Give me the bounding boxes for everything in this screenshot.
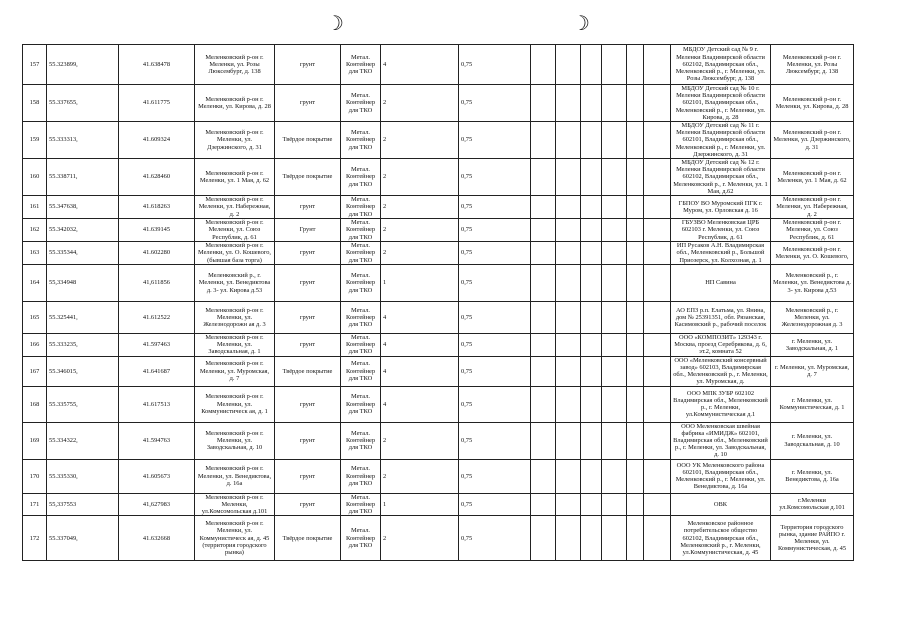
table-row (23, 159, 854, 196)
empty-cell (531, 302, 556, 334)
container-volume-cell: 0,75 (459, 459, 531, 493)
container-type-cell: Метал. Контейнер для ТКО (341, 356, 381, 386)
table-row (23, 302, 854, 334)
owner-cell: МБДОУ Детский сад № 11 г. Меленки Владимирской области 602101, Владимирская обл., Меленковский р., г. Меленки, ул. Дзержинского, д. 31 (671, 122, 771, 159)
empty-cell (644, 334, 671, 357)
empty-cell (556, 122, 581, 159)
container-type-cell: Метал. Контейнер для ТКО (341, 242, 381, 265)
longitude-cell: 41.602280 (119, 242, 195, 265)
container-type-cell: Метал. Контейнер для ТКО (341, 122, 381, 159)
container-count-cell: 4 (381, 386, 459, 422)
empty-cell (556, 219, 581, 242)
address-cell: Меленковский р-он г. Меленки, ул. Заводскальная, д. 1 (195, 334, 275, 357)
owner-cell: ООО УК Меленковского района 602101, Владимирская обл., Меленковский р., г. Меленки, ул. Венедиктова, д. 16а (671, 459, 771, 493)
empty-cell (581, 422, 602, 459)
table-row (23, 422, 854, 459)
container-type-cell: Метал. Контейнер для ТКО (341, 265, 381, 302)
empty-cell (627, 159, 644, 196)
waste-source-cell: Меленковский р-он г. Меленки, ул. Дзержинского, д. 31 (771, 122, 854, 159)
empty-cell (556, 196, 581, 219)
empty-cell (644, 493, 671, 516)
longitude-cell: 41.632668 (119, 516, 195, 561)
row-number: 160 (23, 159, 47, 196)
empty-cell (644, 302, 671, 334)
empty-cell (531, 265, 556, 302)
surface-cell: грунт (275, 45, 341, 85)
scan-mark-left: ☽ (326, 13, 344, 35)
container-type-cell: Метал. Контейнер для ТКО (341, 493, 381, 516)
waste-source-cell: Территория городского рынка, здание РАЙПО г. Меленки, ул. Коммунистическая, д. 45 (771, 516, 854, 561)
waste-source-cell: г. Меленки, ул. Венедиктова, д. 16а (771, 459, 854, 493)
longitude-cell: 41.594763 (119, 422, 195, 459)
container-count-cell: 4 (381, 334, 459, 357)
latitude-cell: 55.335330, (47, 459, 119, 493)
surface-cell: Твёрдое покрытие (275, 516, 341, 561)
latitude-cell: 55,337553 (47, 493, 119, 516)
container-type-cell: Метал. Контейнер для ТКО (341, 219, 381, 242)
waste-source-cell: г. Меленки, ул. Заводскальная, д. 10 (771, 422, 854, 459)
latitude-cell: 55.342032, (47, 219, 119, 242)
empty-cell (581, 242, 602, 265)
container-type-cell: Метал. Контейнер для ТКО (341, 302, 381, 334)
empty-cell (644, 85, 671, 122)
surface-cell: грунт (275, 459, 341, 493)
owner-cell: ООО «Меленковский консервный завод» 602103, Владимирская обл., Меленковский р., г. Меленки, ул. Муромская, д. (671, 356, 771, 386)
empty-cell (581, 196, 602, 219)
latitude-cell: 55.347638, (47, 196, 119, 219)
table-row (23, 493, 854, 516)
container-volume-cell: 0,75 (459, 122, 531, 159)
waste-source-cell: Меленковский р-он г. Меленки, ул. Розы Люксембург, д. 138 (771, 45, 854, 85)
empty-cell (627, 242, 644, 265)
surface-cell: грунт (275, 422, 341, 459)
address-cell: Меленковский р-он г. Меленки, ул.Комсомольская д.101 (195, 493, 275, 516)
empty-cell (531, 122, 556, 159)
empty-cell (602, 196, 627, 219)
owner-cell: АО ЕПЗ р.п. Елатьма, ул. Янина, дом № 25391351, обл. Рязанская, Касимовский р., рабочий поселок (671, 302, 771, 334)
row-number: 161 (23, 196, 47, 219)
owner-cell: ГБПОУ ВО Муромский ПГК г. Муром, ул. Орловская д. 16 (671, 196, 771, 219)
owner-cell: ООО Меленковская швейная фабрика «ИМИДЖ» 602101, Владимирская обл., Меленковский р., г. Меленки, ул. Заводскальная, д. 10 (671, 422, 771, 459)
table-row (23, 386, 854, 422)
owner-cell: ООО МПК ЗУБР 602102 Владимирская обл., Меленковский р., г. Меленки, ул.Коммунистическая д.1 (671, 386, 771, 422)
waste-source-cell: г. Меленки, ул. Муромская, д. 7 (771, 356, 854, 386)
container-type-cell: Метал. Контейнер для ТКО (341, 159, 381, 196)
waste-source-cell: Меленковский р., г. Меленки, ул. Железнодорожная д. 3 (771, 302, 854, 334)
waste-source-cell: Меленковский р-он г. Меленки, ул. Союз Республик, д. 61 (771, 219, 854, 242)
latitude-cell: 55.338711, (47, 159, 119, 196)
owner-cell: ИП Русаков А.Н. Владимирская обл., Меленковский р., Большой Приозерск, ул. Колхозная, д. 1 (671, 242, 771, 265)
empty-cell (531, 356, 556, 386)
surface-cell: Твёрдое покрытие (275, 356, 341, 386)
empty-cell (581, 493, 602, 516)
latitude-cell: 55.333313, (47, 122, 119, 159)
container-count-cell: 2 (381, 219, 459, 242)
page-header-marks (0, 14, 904, 38)
table-row (23, 242, 854, 265)
empty-cell (627, 85, 644, 122)
empty-cell (531, 159, 556, 196)
empty-cell (627, 265, 644, 302)
longitude-cell: 41.597463 (119, 334, 195, 357)
container-count-cell: 2 (381, 122, 459, 159)
row-number: 166 (23, 334, 47, 357)
container-count-cell: 2 (381, 159, 459, 196)
container-volume-cell: 0,75 (459, 334, 531, 357)
container-count-cell: 2 (381, 242, 459, 265)
longitude-cell: 41,611856 (119, 265, 195, 302)
owner-cell: ООО «КОМПОЗИТ» 129343 г. Москва, проезд Серебрякова, д. 6, эт.2, комната 52 (671, 334, 771, 357)
address-cell: Меленковский р-он г. Меленки, ул. Набережная, д. 2 (195, 196, 275, 219)
empty-cell (644, 159, 671, 196)
waste-source-cell: Меленковский р., г. Меленки, ул. Венедиктова д. 3- ул. Кирова д.53 (771, 265, 854, 302)
empty-cell (531, 85, 556, 122)
empty-cell (581, 265, 602, 302)
address-cell: Меленковский р-он г. Меленки, ул. Коммунистическ ая, д. 45 (территория городского рынка) (195, 516, 275, 561)
address-cell: Меленковский р-он г. Меленки, ул. Венедиктова, д. 16а (195, 459, 275, 493)
surface-cell: грунт (275, 265, 341, 302)
container-volume-cell: 0,75 (459, 242, 531, 265)
latitude-cell: 55.337049, (47, 516, 119, 561)
empty-cell (602, 122, 627, 159)
table-row (23, 85, 854, 122)
row-number: 162 (23, 219, 47, 242)
empty-cell (556, 302, 581, 334)
address-cell: Меленковский р-он г. Меленки, ул. Заводскальная, д. 10 (195, 422, 275, 459)
empty-cell (602, 356, 627, 386)
empty-cell (602, 159, 627, 196)
surface-cell: Грунт (275, 219, 341, 242)
empty-cell (581, 356, 602, 386)
longitude-cell: 41.618263 (119, 196, 195, 219)
longitude-cell: 41.617513 (119, 386, 195, 422)
row-number: 170 (23, 459, 47, 493)
row-number: 168 (23, 386, 47, 422)
owner-cell: ГБУЗВО Меленковская ЦРБ 602103 г. Меленки, ул. Союз Республик, д. 61 (671, 219, 771, 242)
latitude-cell: 55.323899, (47, 45, 119, 85)
empty-cell (644, 265, 671, 302)
latitude-cell: 55.335755, (47, 386, 119, 422)
container-count-cell: 1 (381, 493, 459, 516)
empty-cell (602, 242, 627, 265)
latitude-cell: 55.346015, (47, 356, 119, 386)
table-row (23, 219, 854, 242)
empty-cell (556, 422, 581, 459)
address-cell: Меленковский р-он г. Меленки, ул. О. Кошевого, (бывшая база торга) (195, 242, 275, 265)
empty-cell (602, 302, 627, 334)
container-volume-cell: 0,75 (459, 219, 531, 242)
empty-cell (531, 459, 556, 493)
container-type-cell: Метал. Контейнер для ТКО (341, 196, 381, 219)
latitude-cell: 55.325441, (47, 302, 119, 334)
address-cell: Меленковский р-он г. Меленки, ул. Союз Республик, д. 61 (195, 219, 275, 242)
surface-cell: грунт (275, 334, 341, 357)
table-row (23, 196, 854, 219)
row-number: 167 (23, 356, 47, 386)
empty-cell (602, 516, 627, 561)
waste-source-cell: г. Меленки, ул. Заводскальная, д. 1 (771, 334, 854, 357)
longitude-cell: 41.639145 (119, 219, 195, 242)
empty-cell (581, 516, 602, 561)
table-row (23, 265, 854, 302)
waste-site-registry-table (22, 44, 854, 561)
container-type-cell: Метал. Контейнер для ТКО (341, 45, 381, 85)
empty-cell (644, 219, 671, 242)
surface-cell: грунт (275, 493, 341, 516)
empty-cell (531, 422, 556, 459)
container-volume-cell: 0,75 (459, 196, 531, 219)
table-row (23, 459, 854, 493)
row-number: 159 (23, 122, 47, 159)
empty-cell (531, 334, 556, 357)
waste-source-cell: Меленковский р-он г. Меленки, ул. О. Кошевого, (771, 242, 854, 265)
empty-cell (556, 85, 581, 122)
empty-cell (531, 45, 556, 85)
owner-cell: НП Савина (671, 265, 771, 302)
container-count-cell: 2 (381, 516, 459, 561)
container-type-cell: Метал. Контейнер для ТКО (341, 386, 381, 422)
empty-cell (602, 85, 627, 122)
empty-cell (644, 356, 671, 386)
empty-cell (644, 422, 671, 459)
address-cell: Меленковский р-он г. Меленки, ул. Розы Люксембург, д. 138 (195, 45, 275, 85)
empty-cell (581, 386, 602, 422)
empty-cell (627, 516, 644, 561)
row-number: 164 (23, 265, 47, 302)
empty-cell (531, 196, 556, 219)
empty-cell (556, 493, 581, 516)
container-volume-cell: 0,75 (459, 265, 531, 302)
latitude-cell: 55.335344, (47, 242, 119, 265)
row-number: 172 (23, 516, 47, 561)
table-row (23, 356, 854, 386)
container-count-cell: 4 (381, 45, 459, 85)
latitude-cell: 55,334948 (47, 265, 119, 302)
empty-cell (627, 459, 644, 493)
longitude-cell: 41.609324 (119, 122, 195, 159)
surface-cell: грунт (275, 85, 341, 122)
container-type-cell: Метал. Контейнер для ТКО (341, 85, 381, 122)
longitude-cell: 41,627983 (119, 493, 195, 516)
empty-cell (644, 122, 671, 159)
container-volume-cell: 0,75 (459, 493, 531, 516)
waste-source-cell: Меленковский р-он г. Меленки, ул. 1 Мая, д. 62 (771, 159, 854, 196)
latitude-cell: 55.337655, (47, 85, 119, 122)
surface-cell: грунт (275, 242, 341, 265)
empty-cell (556, 459, 581, 493)
row-number: 157 (23, 45, 47, 85)
empty-cell (602, 45, 627, 85)
table-row (23, 45, 854, 85)
empty-cell (531, 516, 556, 561)
longitude-cell: 41.641687 (119, 356, 195, 386)
table-row (23, 334, 854, 357)
empty-cell (556, 386, 581, 422)
container-volume-cell: 0,75 (459, 516, 531, 561)
row-number: 158 (23, 85, 47, 122)
empty-cell (581, 219, 602, 242)
container-volume-cell: 0,75 (459, 386, 531, 422)
empty-cell (556, 242, 581, 265)
table-row (23, 122, 854, 159)
empty-cell (581, 122, 602, 159)
empty-cell (627, 45, 644, 85)
empty-cell (627, 122, 644, 159)
address-cell: Меленковский р-он г. Меленки, ул. Муромская, д. 7 (195, 356, 275, 386)
empty-cell (627, 356, 644, 386)
surface-cell: грунт (275, 196, 341, 219)
surface-cell: грунт (275, 386, 341, 422)
surface-cell: Твёрдое покрытие (275, 122, 341, 159)
container-type-cell: Метал. Контейнер для ТКО (341, 334, 381, 357)
address-cell: Меленковский р., г. Меленки, ул. Венедиктова д. 3- ул. Кирова д.53 (195, 265, 275, 302)
empty-cell (531, 386, 556, 422)
empty-cell (531, 242, 556, 265)
container-volume-cell: 0,75 (459, 356, 531, 386)
empty-cell (531, 219, 556, 242)
owner-cell: МБДОУ Детский сад № 9 г. Меленки Владимирской области 602102, Владимирская обл., Меленковский р., г. Меленки, ул. Розы Люксембург, д. 138 (671, 45, 771, 85)
longitude-cell: 41.638478 (119, 45, 195, 85)
row-number: 169 (23, 422, 47, 459)
surface-cell: Твёрдое покрытие (275, 159, 341, 196)
container-count-cell: 1 (381, 265, 459, 302)
empty-cell (581, 159, 602, 196)
container-volume-cell: 0,75 (459, 422, 531, 459)
container-volume-cell: 0,75 (459, 302, 531, 334)
empty-cell (627, 493, 644, 516)
empty-cell (581, 459, 602, 493)
container-volume-cell: 0,75 (459, 159, 531, 196)
longitude-cell: 41.612522 (119, 302, 195, 334)
empty-cell (627, 196, 644, 219)
row-number: 165 (23, 302, 47, 334)
empty-cell (602, 493, 627, 516)
longitude-cell: 41.611775 (119, 85, 195, 122)
surface-cell: грунт (275, 302, 341, 334)
empty-cell (602, 386, 627, 422)
scan-mark-right: ☽ (572, 13, 590, 35)
row-number: 163 (23, 242, 47, 265)
owner-cell: Меленковское районное потребительское общество 602102, Владимирская обл., Меленковский р., г. Меленки, ул.Коммунистическая, д. 45 (671, 516, 771, 561)
owner-cell: МБДОУ Детский сад № 10 г. Меленки Владимирской области 602101, Владимирская обл., Меленковский р., г. Меленки, ул. Кирова, д. 28 (671, 85, 771, 122)
empty-cell (602, 265, 627, 302)
container-type-cell: Метал. Контейнер для ТКО (341, 459, 381, 493)
empty-cell (644, 242, 671, 265)
owner-cell: ОВК (671, 493, 771, 516)
empty-cell (581, 45, 602, 85)
empty-cell (602, 422, 627, 459)
empty-cell (644, 45, 671, 85)
container-count-cell: 4 (381, 356, 459, 386)
empty-cell (627, 422, 644, 459)
container-count-cell: 4 (381, 302, 459, 334)
container-volume-cell: 0,75 (459, 45, 531, 85)
empty-cell (602, 334, 627, 357)
empty-cell (556, 356, 581, 386)
table-row (23, 516, 854, 561)
empty-cell (556, 159, 581, 196)
empty-cell (602, 219, 627, 242)
waste-source-cell: Меленковский р-он г. Меленки, ул. Кирова, д. 28 (771, 85, 854, 122)
longitude-cell: 41.605673 (119, 459, 195, 493)
empty-cell (581, 334, 602, 357)
empty-cell (581, 302, 602, 334)
empty-cell (556, 334, 581, 357)
latitude-cell: 55.334322, (47, 422, 119, 459)
longitude-cell: 41.628460 (119, 159, 195, 196)
empty-cell (644, 516, 671, 561)
empty-cell (531, 493, 556, 516)
container-volume-cell: 0,75 (459, 85, 531, 122)
address-cell: Меленковский р-он г. Меленки, ул. Железнодорожн ая д. 3 (195, 302, 275, 334)
empty-cell (627, 219, 644, 242)
waste-source-cell: г. Меленки, ул. Коммунистическая, д. 1 (771, 386, 854, 422)
empty-cell (627, 302, 644, 334)
container-count-cell: 2 (381, 422, 459, 459)
address-cell: Меленковский р-он г. Меленки, ул. Коммунистическ ая, д. 1 (195, 386, 275, 422)
empty-cell (602, 459, 627, 493)
empty-cell (556, 45, 581, 85)
container-count-cell: 2 (381, 85, 459, 122)
row-number: 171 (23, 493, 47, 516)
empty-cell (644, 459, 671, 493)
address-cell: Меленковский р-он г. Меленки, ул. Дзержинского, д. 31 (195, 122, 275, 159)
waste-source-cell: г.Меленки ул.Комсомольская д.101 (771, 493, 854, 516)
empty-cell (556, 516, 581, 561)
empty-cell (627, 386, 644, 422)
address-cell: Меленковский р-он г. Меленки, ул. Кирова, д. 28 (195, 85, 275, 122)
container-type-cell: Метал. Контейнер для ТКО (341, 516, 381, 561)
waste-source-cell: Меленковский р-он г. Меленки, ул. Набережная, д. 2 (771, 196, 854, 219)
address-cell: Меленковский р-он г. Меленки, ул. 1 Мая, д. 62 (195, 159, 275, 196)
owner-cell: МБДОУ Детский сад № 12 г. Меленки Владимирской области 602102, Владимирская обл., Меленковский р., г. Меленки, ул. 1 Мая, д.62 (671, 159, 771, 196)
container-count-cell: 2 (381, 196, 459, 219)
empty-cell (644, 386, 671, 422)
empty-cell (581, 85, 602, 122)
empty-cell (644, 196, 671, 219)
empty-cell (556, 265, 581, 302)
container-type-cell: Метал. Контейнер для ТКО (341, 422, 381, 459)
latitude-cell: 55.333235, (47, 334, 119, 357)
container-count-cell: 2 (381, 459, 459, 493)
empty-cell (627, 334, 644, 357)
